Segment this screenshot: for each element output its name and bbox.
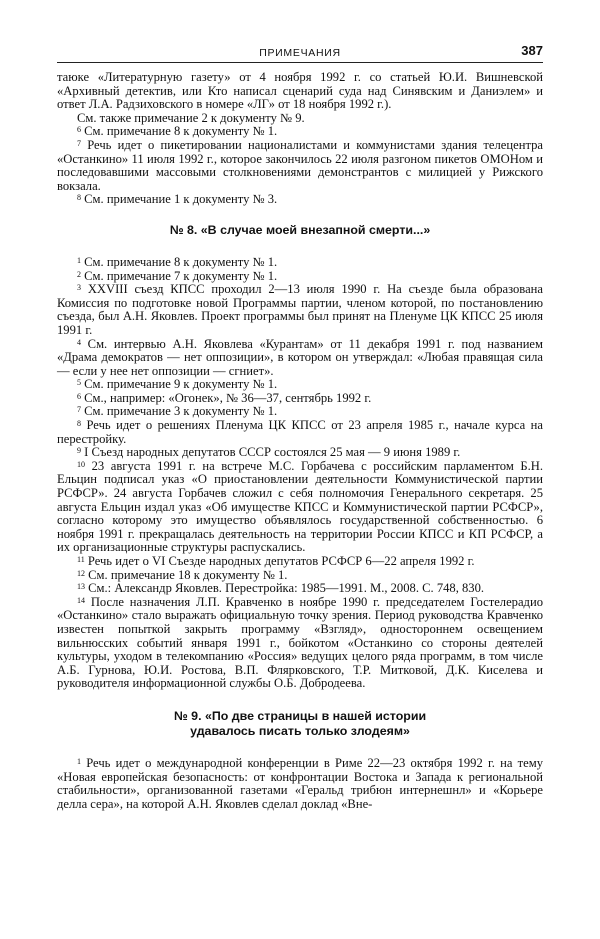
footnote-number: 5 [77,378,81,388]
footnote-text: Речь идет о международной конференции в Риме 22—23 октября 1992 г. на тему «Новая европейская безопасность: от конфронтации Востока и Запада к региональной стабильности», организованной газетами «Геральд трибюн интернешнл» и «Корьере делла сера», на которой А.Н. Яковлев сделал доклад «Вне- [57,755,543,811]
footnote-text: См., например: «Огонек», № 36—37, сентябрь 1992 г. [84,390,372,405]
footnote-text: XXVIII съезд КПСС проходил 2—13 июля 1990 г. На съезде была образована Комиссия по подготовке новой Программы партии, членом которой, по постановлению съезда, был А.Н. Яковлев. Проект программы был принят на Пленуме ЦК КПСС 25 июля 1991 г. [57,282,543,337]
footnote [57,582,543,596]
footnote-text: См. примечание 1 к документу № 3. [84,192,278,207]
footnote [57,193,543,207]
footnote [57,555,543,569]
footnote [57,378,543,392]
page-number: 387 [521,43,543,58]
footnote-number: 1 [77,756,81,766]
section-9-title-line-2: удавалось писать только злодеям» [190,723,410,738]
footnote [57,405,543,419]
footnote [57,419,543,446]
footnote-text: См. примечание 8 к документу № 1. [84,254,278,269]
footnote-number: 7 [77,405,81,415]
footnote-number: 3 [77,283,81,293]
intro-note-list [57,112,543,207]
footnote-text: После назначения Л.П. Кравченко в ноябре 1990 г. председателем Гостелерадио «Останкино» стало выражать официальную точку зрения. Период руководства Кравченко известен попыткой закрыть программу «Взгляд», одностороннем освещением вильнюсских событий января 1991 г., бойкотом «Останкино со стороны деятелей культуры, уходом в телекомпанию «Россия» ведущих целого ряда программ, в том числе А.Б. Гурнова, Ю.И. Ростова, В.П. Флярковского, Т.Р. Митковой, Д.К. Киселева и руководителя информационной службы О.Б. Добродеева. [57,594,543,691]
footnote [57,270,543,284]
footnote [57,139,543,193]
section-8-title: № 8. «В случае моей внезапной смерти...» [169,222,431,237]
footnote [57,125,543,139]
section-9-notes [57,757,543,811]
intro-notes [57,71,543,207]
footnote-number: 9 [77,446,81,456]
footnote [57,283,543,337]
footnote-text: 23 августа 1991 г. на встрече М.С. Горбачева с российским парламентом Б.Н. Ельцин подписал указ «О приостановлении деятельности Коммунистической партии РСФСР». 24 августа Горбачев сложил с себя полномочия Генерального секретаря. 25 августа Ельцин издал указ «Об имуществе КПСС и Коммунистической партии РСФСР», согласно которому это имущество объявлялось государственной собственностью. 6 ноября 1991 г. прекращалась деятельность на территории России КПСС и КП РСФСР, а их организационные структуры распускались. [57,458,543,555]
footnote-number: 7 [77,138,81,148]
footnote [57,392,543,406]
footnote-text: См. примечание 18 к документу № 1. [88,567,288,582]
footnote-text: См. также примечание 2 к документу № 9. [77,110,305,125]
footnote-number: 12 [77,568,85,578]
section-8-notes [57,256,543,691]
footnote-text: См. примечание 3 к документу № 1. [84,404,278,419]
footnote-number: 1 [77,255,81,265]
footnote-text: Речь идет о VI Съезде народных депутатов РСФСР 6—22 апреля 1992 г. [87,554,475,568]
footnote-number: 8 [77,419,81,429]
footnote-number: 13 [77,582,85,592]
footnote [57,569,543,583]
footnote-number: 4 [77,337,81,347]
footnote-number: 2 [77,269,81,279]
footnote-text: См. интервью А.Н. Яковлева «Курантам» от 11 декабря 1991 г. под названием «Драма демократов — нет оппозиции», в котором он утверждал: «Любая правящая сила — если у нее нет оппозиции — сгниет». [57,336,543,378]
footnote-number: 6 [77,391,81,401]
footnote-text: См. примечание 9 к документу № 1. [84,377,278,392]
footnote-number: 10 [77,459,85,469]
footnote [57,460,543,555]
footnote-number: 11 [77,555,85,564]
running-title: ПРИМЕЧАНИЯ [259,47,341,59]
footnote [57,256,543,270]
footnote [57,446,543,460]
footnote-text: Речь идет о пикетировании националистами и коммунистами здания телецентра «Останкино» 11 июля 1992 г., которое закончилось 22 июля разгоном пикетов ОМОНом и последовавшими массовыми столкновениями демонстрантов с милицией у Рижского вокзала. [57,137,544,193]
running-header [57,43,543,63]
footnote [57,112,543,126]
footnote-number: 14 [77,595,85,605]
section-9-title-line-1: № 9. «По две страницы в нашей истории [173,708,427,723]
footnote-text: I Съезд народных депутатов СССР состоялся 25 мая — 9 июня 1989 г. [84,445,461,460]
book-page [57,43,544,811]
footnote-number: 8 [77,193,81,203]
footnote [57,596,543,691]
continued-note-text: таюке «Литературную газету» от 4 ноября 1992 г. со статьей Ю.И. Вишневской «Архивный детектив, или Кто написал сценарий суда над Синявским и Даниэлем» и ответ Л.А. Радзиховского в номере «ЛГ» от 18 ноября 1992 г.). [57,70,543,112]
footnote-text: Речь идет о решениях Пленума ЦК КПСС от 23 апреля 1985 г., начале курса на перестройку. [57,418,543,446]
footnote-text: См.: Александр Яковлев. Перестройка: 1985—1991. М., 2008. С. 748, 830. [88,581,485,596]
footnote [57,757,543,811]
footnote-text: См. примечание 7 к документу № 1. [84,268,278,283]
footnote [57,338,543,379]
footnote-text: См. примечание 8 к документу № 1. [84,124,278,139]
footnote-number: 6 [77,125,81,135]
section-9-title [57,709,543,739]
